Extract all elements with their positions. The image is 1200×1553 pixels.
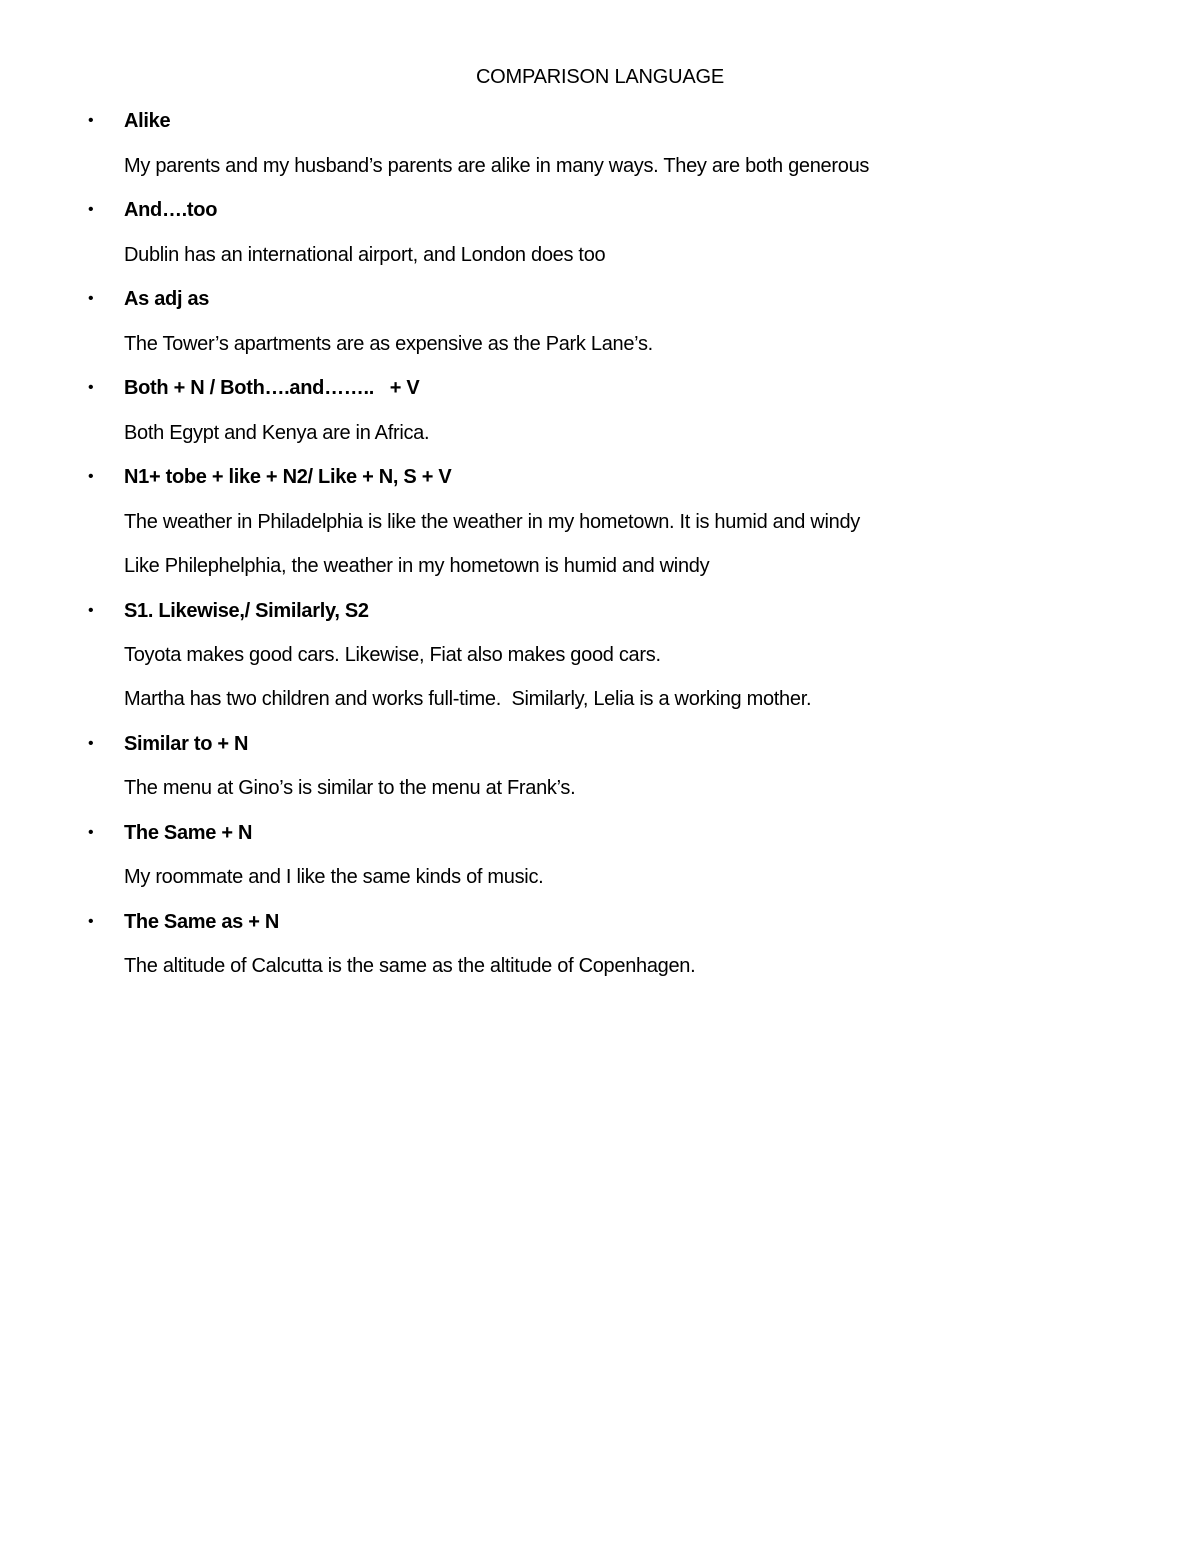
section-heading-similar-to: Similar to + N (124, 733, 249, 755)
example-sentence: The menu at Gino’s is similar to the menu at Frank’s. (124, 777, 576, 799)
section-heading-the-same-as: The Same as + N (124, 911, 280, 933)
section-heading-as-adj-as: As adj as (124, 288, 210, 310)
bullet-icon: • (88, 379, 94, 396)
example-sentence: The altitude of Calcutta is the same as the altitude of Copenhagen. (124, 955, 696, 977)
bullet-icon: • (88, 913, 94, 930)
bullet-icon: • (88, 735, 94, 752)
section-heading-the-same: The Same + N (124, 822, 253, 844)
section-heading-both: Both + N / Both….and…….. + V (124, 377, 420, 399)
page-title: COMPARISON LANGUAGE (475, 66, 725, 88)
bullet-icon: • (88, 112, 94, 129)
example-sentence: Like Philephelphia, the weather in my hometown is humid and windy (124, 555, 710, 577)
section-heading-like: N1+ tobe + like + N2/ Like + N, S + V (124, 466, 452, 488)
example-sentence: The Tower’s apartments are as expensive as the Park Lane’s. (124, 333, 653, 355)
example-sentence: The weather in Philadelphia is like the weather in my hometown. It is humid and windy (124, 511, 861, 533)
section-heading-likewise-similarly: S1. Likewise,/ Similarly, S2 (124, 600, 369, 622)
bullet-icon: • (88, 290, 94, 307)
bullet-icon: • (88, 468, 94, 485)
example-sentence: Both Egypt and Kenya are in Africa. (124, 422, 430, 444)
bullet-icon: • (88, 602, 94, 619)
example-sentence: Toyota makes good cars. Likewise, Fiat also makes good cars. (124, 644, 661, 666)
section-heading-alike: Alike (124, 110, 171, 132)
bullet-icon: • (88, 201, 94, 218)
example-sentence: My roommate and I like the same kinds of music. (124, 866, 544, 888)
example-sentence: Martha has two children and works full-time. Similarly, Lelia is a working mother. (124, 688, 812, 710)
example-sentence: My parents and my husband’s parents are alike in many ways. They are both generous (124, 155, 870, 177)
bullet-icon: • (88, 824, 94, 841)
example-sentence: Dublin has an international airport, and London does too (124, 244, 606, 266)
section-heading-and-too: And….too (124, 199, 218, 221)
